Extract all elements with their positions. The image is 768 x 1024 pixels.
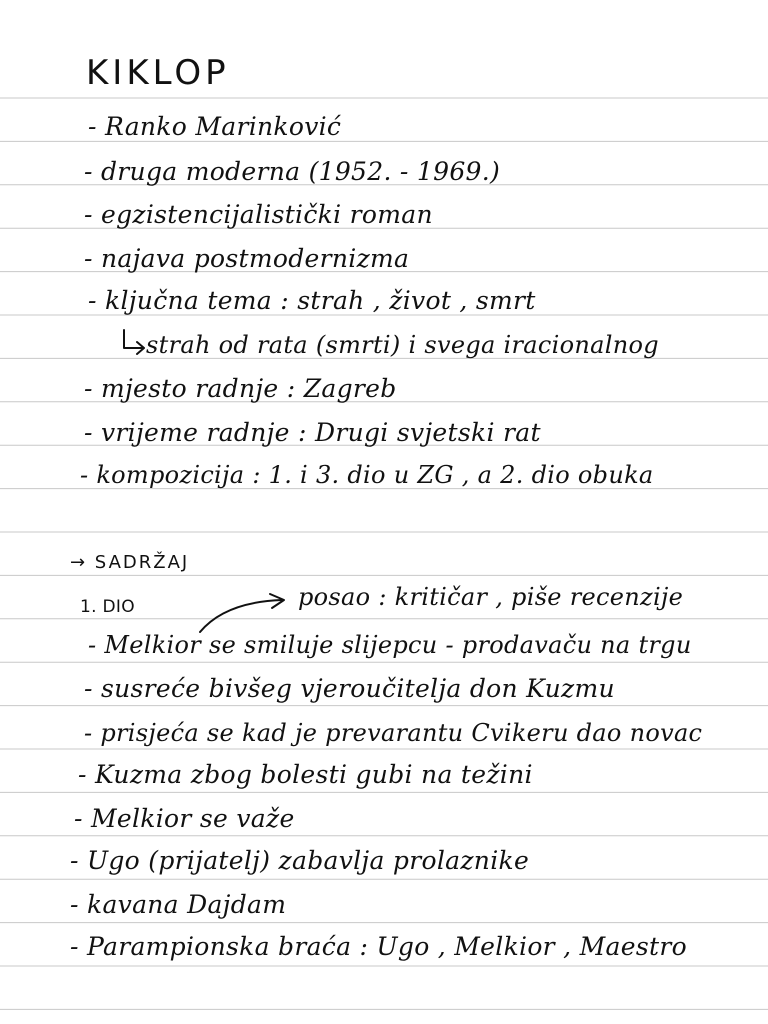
content-line: - Melkior se važe bbox=[74, 804, 295, 833]
note-line: - kompozicija : 1. i 3. dio u ZG , a 2. dio obuka bbox=[80, 461, 654, 489]
content-line: - susreće bivšeg vjeroučitelja don Kuzmu bbox=[84, 674, 615, 703]
content-line: - Melkior se smiluje slijepcu - prodavaču na trgu bbox=[88, 631, 692, 659]
note-line: - najava postmodernizma bbox=[84, 244, 410, 273]
page-title: KIKLOP bbox=[86, 53, 230, 93]
content-line: - Kuzma zbog bolesti gubi na težini bbox=[78, 760, 533, 789]
annotation-note: posao : kritičar , piše recenzije bbox=[298, 583, 684, 611]
section-heading: → SADRŽAJ bbox=[70, 552, 190, 573]
content-line: - prisjeća se kad je prevarantu Cvikeru dao novac bbox=[84, 719, 703, 747]
note-line: - mjesto radnje : Zagreb bbox=[84, 374, 397, 403]
note-line: - druga moderna (1952. - 1969.) bbox=[84, 157, 501, 186]
content-line: - Ugo (prijatelj) zabavlja prolaznike bbox=[70, 846, 530, 875]
note-subline: strah od rata (smrti) i svega iracionalnog bbox=[146, 331, 659, 359]
content-line: - kavana Dajdam bbox=[70, 890, 287, 919]
part-label: 1. DIO bbox=[80, 597, 135, 617]
content-line: - Parampionska braća : Ugo , Melkior , Maestro bbox=[70, 932, 687, 961]
note-line: - vrijeme radnje : Drugi svjetski rat bbox=[84, 418, 541, 447]
note-line: - ključna tema : strah , život , smrt bbox=[88, 286, 536, 315]
note-line: - egzistencijalistički roman bbox=[84, 200, 433, 229]
note-line: - Ranko Marinković bbox=[88, 112, 342, 141]
